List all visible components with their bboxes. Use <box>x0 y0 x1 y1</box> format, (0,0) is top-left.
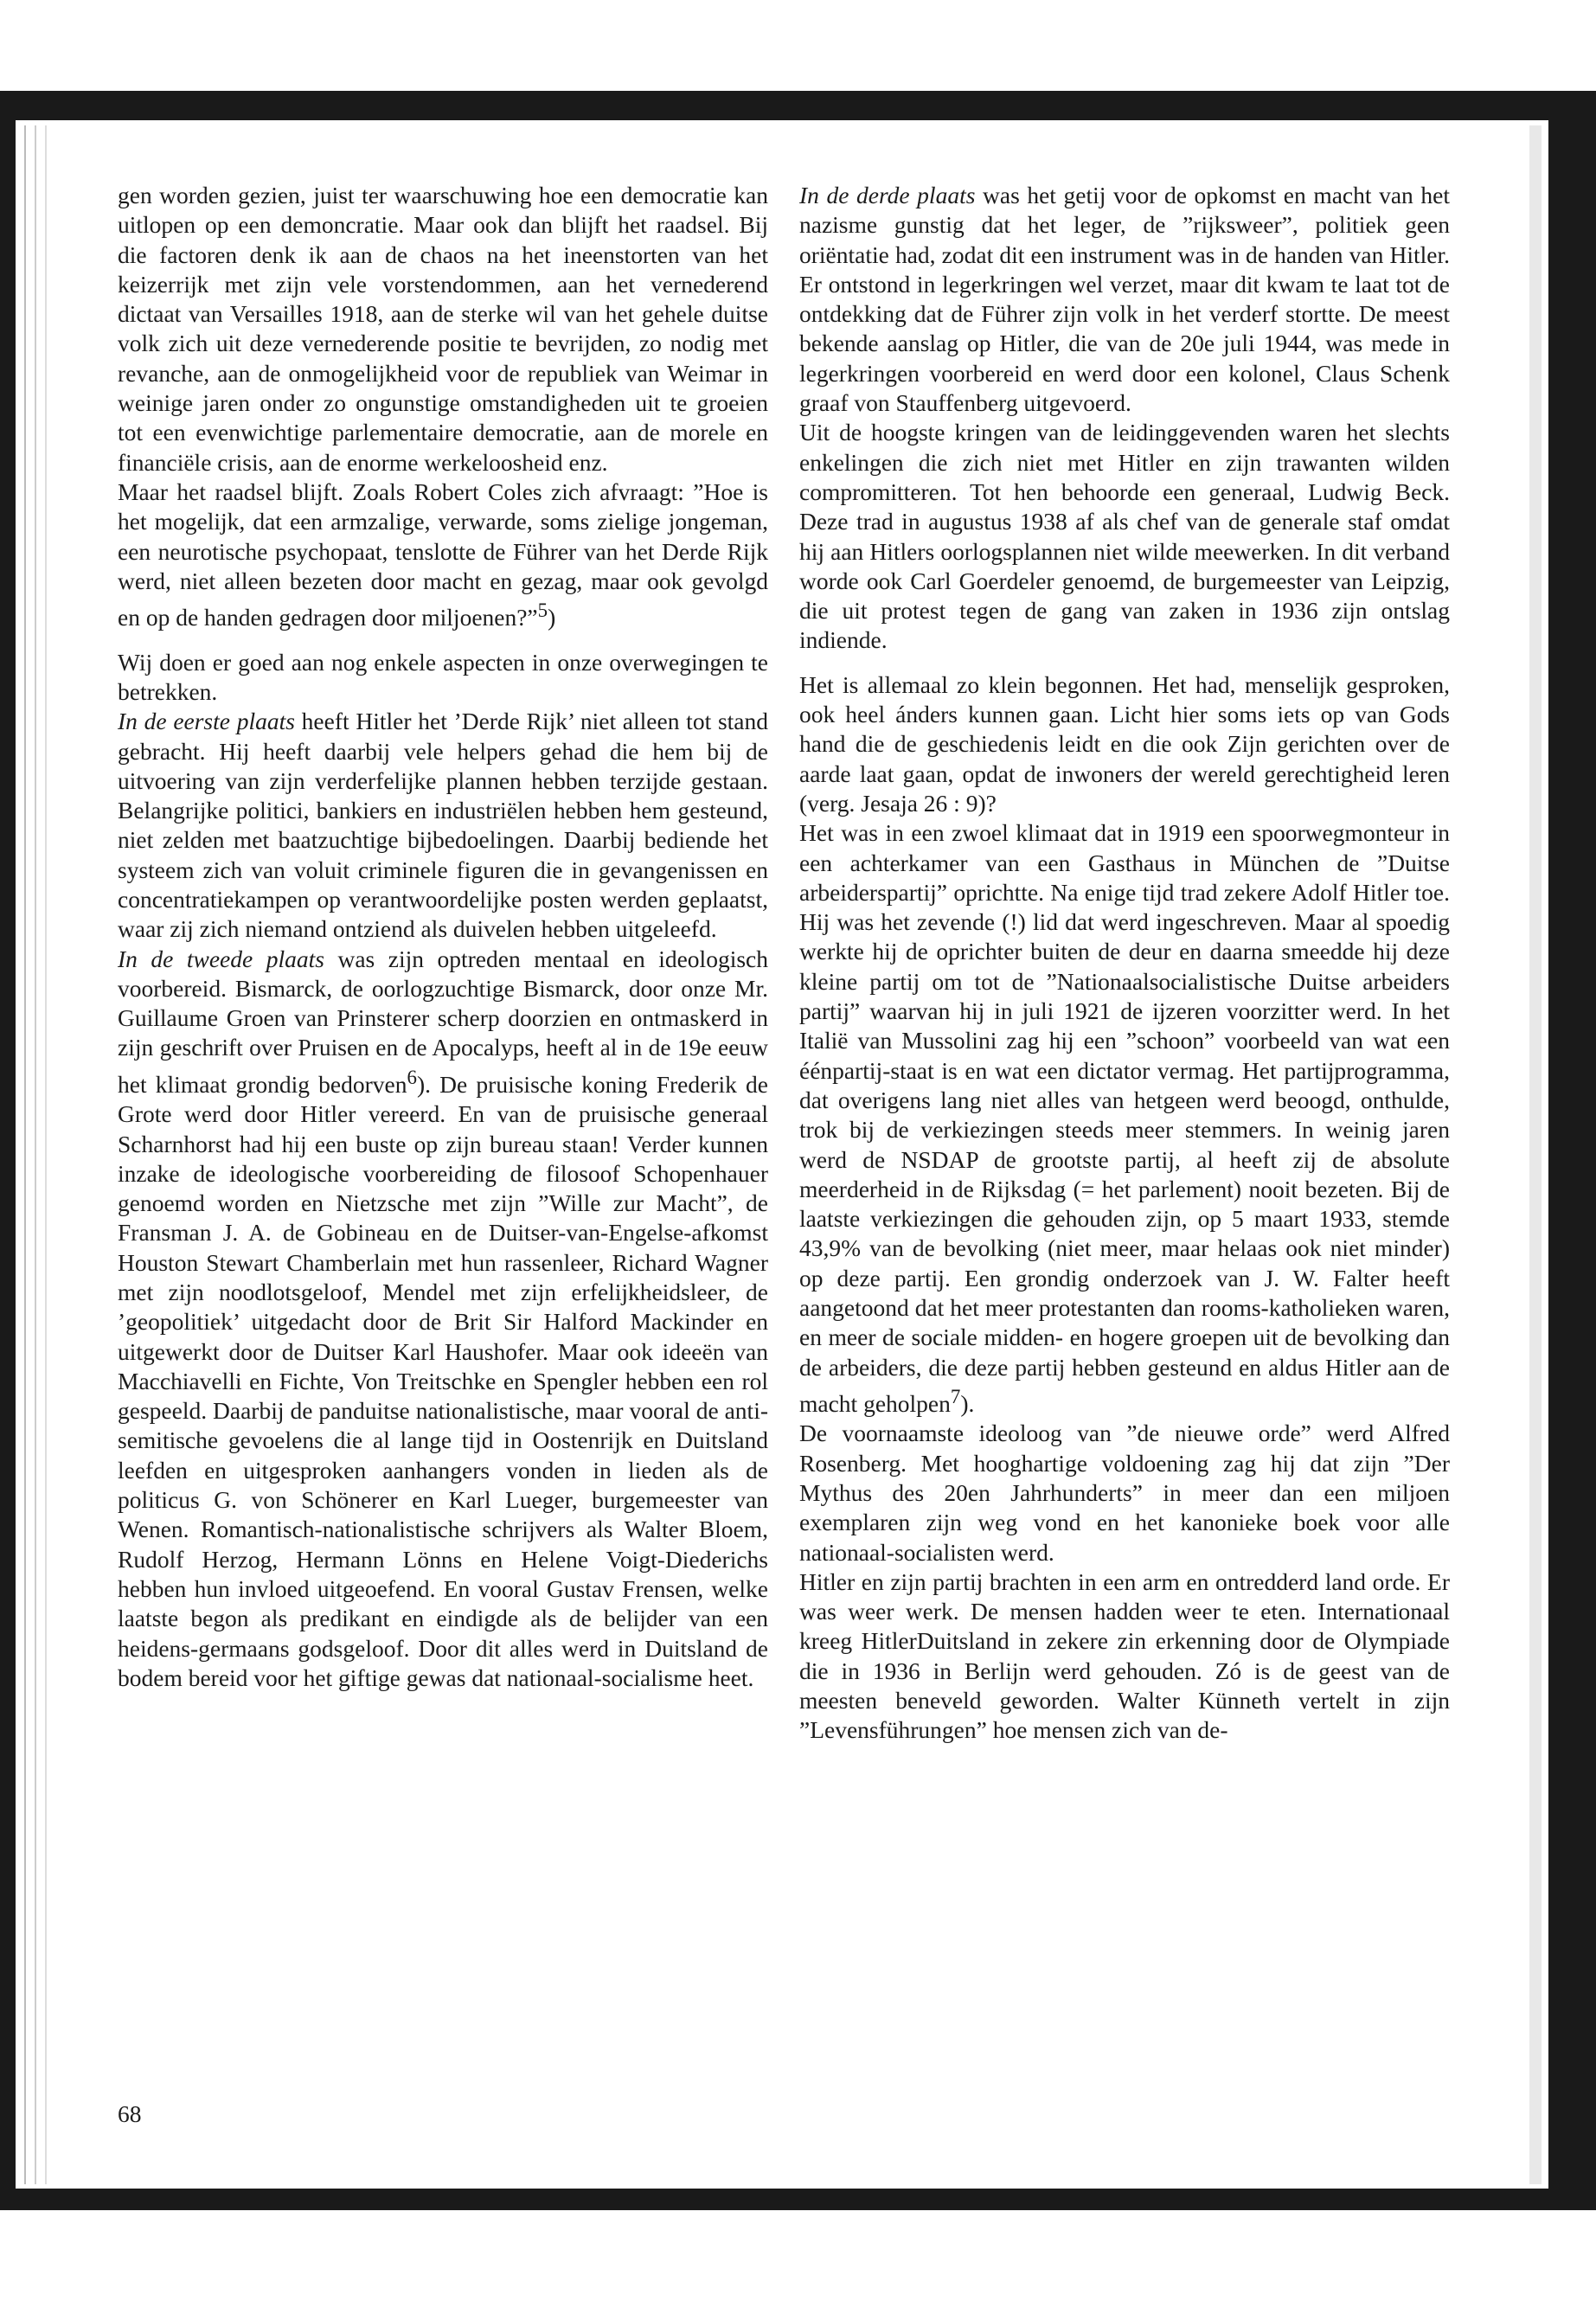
footnote-ref: 5 <box>537 599 548 622</box>
paragraph-text: was het getij voor de opkomst en macht van het nazisme gunstig dat het leger, de ”rijksweer”, politiek geen oriëntatie had, zodat dit een instrument was in de handen van Hitler. Er ontstond in legerkringen wel verzet, maar dit kwam te laat tot de ontdekking dat de Führer zijn volk in het verderf stortte. De meest bekende aanslag op Hitler, die van de 20e juli 1944, was mede in legerkringen voorbereid en werd door een kolonel, Claus Schenk graaf von Stauffenberg uitgevoerd. <box>799 182 1450 417</box>
paragraph-text: heeft Hitler het ’Derde Rijk’ niet alleen tot stand gebracht. Hij heeft daarbij vele helpers gehad die hem bij de uitvoering van zijn verderfelijke plannen hebben terzijde gestaan. Belangrijke politici, bankiers en industriëlen hebben hem gesteund, niet zelden met baatzuchtige bijbedoelingen. Daarbij bediende het systeem zich van voluit criminele figuren die in gevangenissen en concentratiekampen op verantwoordelijke posten werden geplaatst, waar zij zich niemand ontziend als duivelen hebben uitgeleefd. <box>118 708 768 943</box>
italic-lead: In de eerste plaats <box>118 708 295 735</box>
paragraph <box>799 181 1450 418</box>
paragraph-text: was zijn optreden mentaal en ideologisch voorbereid. Bismarck, de oorlogzuchtige Bismarck, door onze Mr. Guillaume Groen van Prinsterer scherp doorzien en ontmaskerd in zijn geschrift over Pruisen en de Apocalyps, heeft al in de 19e eeuw het klimaat grondig bedorven <box>118 945 768 1098</box>
scan-border-bottom <box>0 2189 1596 2210</box>
paragraph: Uit de hoogste kringen van de leidinggevenden waren het slechts enkelingen die zich niet met Hitler en zijn trawanten wilden compromitteren. Tot hen behoorde een generaal, Ludwig Beck. Deze trad in augustus 1938 af als chef van de generale staf omdat hij aan Hitlers oorlogsplannen niet wilde meewerken. In dit verband worde ook Carl Goerdeler genoemd, de burgemeester van Leipzig, die uit protest tegen de gang van zaken in 1936 zijn ontslag indiende. <box>799 419 1450 654</box>
left-column <box>118 181 768 1693</box>
page-edge <box>45 125 47 2184</box>
paragraph: Wij doen er goed aan nog enkele aspecten in onze overwegingen te betrekken. <box>118 648 768 705</box>
scan-border-left <box>0 91 16 2210</box>
scan-border-right <box>1548 91 1596 2210</box>
paragraph <box>118 945 768 1694</box>
paragraph <box>118 707 768 944</box>
paragraph-text: Maar het raadsel blijft. Zoals Robert Coles zich afvraagt: ”Hoe is het mogelijk, dat een armzalige, verwarde, soms zielige jongeman, een neurotische psychopaat, tenslotte de Führer van het Derde Rijk werd, niet alleen bezeten door macht en gezag, maar ook gevolgd en op de handen gedragen door miljoenen?” <box>118 478 768 631</box>
page-edge-right <box>1529 125 1542 2184</box>
paragraph-text: Het was in een zwoel klimaat dat in 1919 een spoorwegmonteur in een achterkamer van een Gasthaus in München de ”Duitse arbeiderspartij” oprichtte. Na enige tijd trad zekere Adolf Hitler toe. Hij was het zevende (!) lid dat werd ingeschreven. Maar al spoedig werkte hij de oprichter buiten de deur en daarna smeedde hij deze kleine partij om tot de ”Nationaalsocialistische Duitse arbeiders partij” waarvan hij in juli 1921 de ijzeren voorzitter werd. In het Italië van Mussolini zag hij een ”schoon” voorbeeld van wat een éénpartij-staat is en wat een dictator vermag. Het partijprogramma, dat overigens lang niet alles van hetgeen werd beoogd, onthulde, trok bij de verkiezingen steeds meer stemmers. In weinig jaren werd de NSDAP de grootste partij, al heeft zij de absolute meerderheid in de Rijksdag (= het parlement) nooit bezeten. Bij de laatste verkiezingen die gehouden zijn, op 5 maart 1933, stemde 43,9% van de bevolking (niet meer, maar helaas ook niet minder) op deze partij. Een grondig onderzoek van J. W. Falter heeft aangetoond dat het meer protestanten dan rooms-katholieken waren, en meer de sociale midden- en hogere groepen uit de bevolking dan de arbeiders, die deze partij hebben gesteund en aldus Hitler aan de macht geholpen <box>799 819 1450 1418</box>
paragraph: gen worden gezien, juist ter waarschuwing hoe een democratie kan uitlopen op een demoncratie. Maar ook dan blijft het raadsel. Bij die factoren denk ik aan de chaos na het ineenstorten van het keizerrijk met zijn vele vorstendommen, aan het vernederend dictaat van Versailles 1918, aan de sterke wil van het gehele duitse volk zich uit deze vernederende positie te bevrijden, zo nodig met revanche, aan de onmogelijkheid voor de republiek van Weimar in weinige jaren onder zo ongunstige omstandigheden uit te groeien tot een evenwichtige parlementaire democratie, aan de morele en financiële crisis, aan de enorme werkeloosheid enz. <box>118 182 768 476</box>
footnote-ref: 6 <box>407 1066 417 1088</box>
italic-lead: In de derde plaats <box>799 182 976 208</box>
footnote-ref: 7 <box>950 1385 961 1407</box>
page-edge <box>35 125 36 2184</box>
paragraph: Hitler en zijn partij brachten in een arm en ontredderd land orde. Er was weer werk. De mensen hadden weer te eten. Internationaal kreeg HitlerDuitsland in zekere zin erkenning door de Olympiade die in 1936 in Berlijn werd gehouden. Zó is de geest van de meesten beneveld geworden. Walter Künneth vertelt in zijn ”Levensführungen” hoe mensen zich van de- <box>799 1567 1450 1744</box>
scan-border-top <box>0 91 1596 120</box>
paragraph: Maar het raadsel blijft. Zoals Robert Coles zich afvraagt: ”Hoe is het mogelijk, dat een armzalige, verwarde, soms zielige jongeman, een neurotische psychopaat, tenslotte de Führer van het Derde Rijk werd, niet alleen bezeten door macht en gezag, maar ook gevolgd en op de handen gedragen door miljoenen?”$^5$) <box>118 478 768 631</box>
page-edge <box>24 125 26 2184</box>
paragraph: Het is allemaal zo klein begonnen. Het had, menselijk gesproken, ook heel ánders kunnen gaan. Licht hier soms iets op van Gods hand die de geschiedenis leidt en die ook Zijn gerichten over de aarde laat gaan, opdat de inwoners der wereld gerechtigheid leren (verg. Jesaja 26 : 9)? <box>799 670 1450 817</box>
italic-lead: In de tweede plaats <box>118 945 324 972</box>
paragraph: De voornaamste ideoloog van ”de nieuwe orde” werd Alfred Rosenberg. Met hooghartige voldoening zag hij dat zijn ”Der Mythus des 20en Jahrhunderts” in meer dan een miljoen exemplaren zijn weg vond en het kanonieke boek voor alle nationaal-socialisten werd. <box>799 1420 1450 1566</box>
paragraph-text: ). De pruisische koning Frederik de Grote werd door Hitler vereerd. En van de pruisische generaal Scharnhorst had hij een buste op zijn bureau staan! Verder kunnen inzake de ideologische voorbereiding de filosoof Schopenhauer genoemd worden en Nietzsche met zijn ”Wille zur Macht”, de Fransman J. A. de Gobineau en de Duitser-van-Engelse-afkomst Houston Stewart Chamberlain met hun rassenleer, Richard Wagner met zijn noodlotsgeloof, Mendel met zijn erfelijkheidsleer, de ’geopolitiek’ uitgedacht door de Brit Sir Halford Mackinder en uitgewerkt door de Duitser Karl Haushofer. Maar ook ideeën van Macchiavelli en Fichte, Von Treitschke en Spengler hebben een rol gespeeld. Daarbij de panduitse nationalistische, maar vooral de anti-semitische gevoelens die al lange tijd in Oostenrijk en Duitsland leefden en uitgesproken aanhangers vonden in lieden als de politicus G. von Schönerer en Karl Lueger, burgemeester van Wenen. Romantisch-nationalistische schrijvers als Walter Bloem, Rudolf Herzog, Hermann Lönns en Helene Voigt-Diederichs hebben hun invloed uitgeoefend. En vooral Gustav Frensen, welke laatste begon als predikant en eindigde als de belijder van een heidens-germaans godsgeloof. Door dit alles werd in Duitsland de bodem bereid voor het giftige gewas dat nationaal-socialisme heet. <box>118 1070 768 1691</box>
right-column <box>799 181 1450 1746</box>
page-number: 68 <box>118 2100 142 2127</box>
paragraph: Het was in een zwoel klimaat dat in 1919 een spoorwegmonteur in een achterkamer van een Gasthaus in München de ”Duitse arbeiderspartij” oprichtte. Na enige tijd trad zekere Adolf Hitler toe. Hij was het zevende (!) lid dat werd ingeschreven. Maar al spoedig werkte hij de oprichter buiten de deur en daarna smeedde hij deze kleine partij om tot de ”Nationaalsocialistische Duitse arbeiders partij” waarvan hij in juli 1921 de ijzeren voorzitter werd. In het Italië van Mussolini zag hij een ”schoon” voorbeeld van wat een éénpartij-staat is en wat een dictator vermag. Het partijprogramma, dat overigens lang niet alles van hetgeen werd beoogd, onthulde, trok bij de verkiezingen steeds meer stemmers. In weinig jaren werd de NSDAP de grootste partij, al heeft zij de absolute meerderheid in de Rijksdag (= het parlement) nooit bezeten. Bij de laatste verkiezingen die gehouden zijn, op 5 maart 1933, stemde 43,9% van de bevolking (niet meer, maar helaas ook niet minder) op deze partij. Een grondig onderzoek van J. W. Falter heeft aangetoond dat het meer protestanten dan rooms-katholieken waren, en meer de sociale midden- en hogere groepen uit de bevolking dan de arbeiders, die deze partij hebben gesteund en aldus Hitler aan de macht geholpen$^7$). <box>799 819 1450 1418</box>
